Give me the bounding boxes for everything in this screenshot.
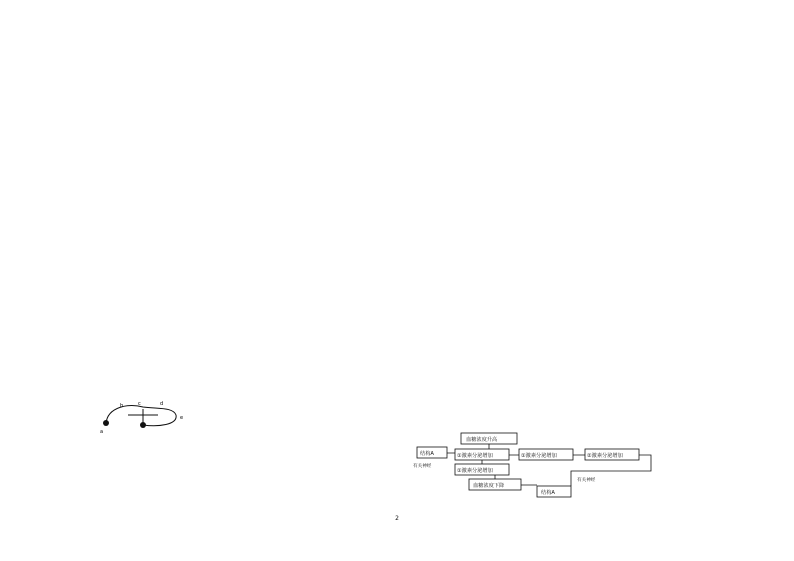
- text-line: [411, 209, 716, 221]
- text-line: [411, 371, 716, 383]
- text-line: [88, 198, 393, 210]
- text-line: [411, 93, 716, 105]
- text-line: [88, 460, 393, 472]
- right-question-block-2: [411, 501, 716, 513]
- text-line: [88, 448, 393, 460]
- text-mid-left: ①激素分泌增加: [457, 453, 493, 460]
- text-line: [411, 244, 716, 256]
- text-line: [411, 406, 716, 418]
- text-line: [88, 471, 393, 483]
- text-line: [88, 371, 393, 383]
- text-line: [88, 128, 393, 140]
- text-line: [411, 290, 716, 302]
- left-question-block-2: [88, 437, 393, 483]
- text-line: [411, 186, 716, 198]
- text-line: [88, 383, 393, 395]
- left-column: [88, 70, 393, 483]
- text-line: [411, 418, 716, 430]
- text-line: [411, 82, 716, 94]
- text-line: [88, 437, 393, 449]
- text-line: [411, 116, 716, 128]
- label-c: c: [138, 400, 141, 407]
- text-line: [88, 360, 393, 372]
- text-line: [88, 313, 393, 325]
- text-line: [411, 501, 716, 513]
- text-line: [88, 140, 393, 152]
- blood-sugar-regulation-diagram: [411, 431, 711, 501]
- text-line: [411, 337, 716, 349]
- text-line: [88, 116, 393, 128]
- text-line: [411, 313, 716, 325]
- text-line: [88, 70, 393, 82]
- text-top: 血糖浓度升高: [466, 437, 498, 444]
- text-line: [88, 337, 393, 349]
- label-a: a: [100, 428, 104, 435]
- text-line: [88, 325, 393, 337]
- text-line: [88, 267, 393, 279]
- text-line: [88, 290, 393, 302]
- text-line: [411, 140, 716, 152]
- label-b: b: [120, 402, 124, 409]
- text-line: [411, 151, 716, 163]
- text-line: [411, 302, 716, 314]
- text-line: [411, 325, 716, 337]
- text-line: [411, 256, 716, 268]
- text-line: [88, 232, 393, 244]
- text-line: [411, 221, 716, 233]
- text-line: [88, 82, 393, 94]
- reflex-arc-figure: [98, 397, 188, 435]
- text-line: [88, 256, 393, 268]
- label-d: d: [160, 400, 164, 407]
- text-line: [411, 267, 716, 279]
- text-line: [88, 93, 393, 105]
- text-left-side: 有关神经: [413, 464, 432, 470]
- text-line: [411, 279, 716, 291]
- text-line: [88, 163, 393, 175]
- effector-dot: [140, 422, 146, 428]
- text-lower-left: ①激素分泌增加: [457, 468, 493, 475]
- text-lower: 血糖浓度下降: [473, 483, 505, 490]
- receptor-dot: [103, 420, 109, 426]
- label-e: e: [180, 414, 184, 421]
- text-line: [88, 221, 393, 233]
- text-line: [88, 348, 393, 360]
- text-line: [411, 163, 716, 175]
- text-line: [88, 302, 393, 314]
- text-line: [411, 360, 716, 372]
- text-line: [411, 383, 716, 395]
- right-question-block: [411, 70, 716, 429]
- text-line: [411, 232, 716, 244]
- text-line: [88, 186, 393, 198]
- reflex-arc-inner: [128, 409, 158, 423]
- text-bottom-right: 结构A: [541, 490, 555, 497]
- text-line: [88, 279, 393, 291]
- left-question-block: [88, 70, 393, 395]
- text-left: 结构A: [420, 451, 434, 458]
- right-column: [411, 70, 716, 513]
- text-line: [411, 105, 716, 117]
- text-right: ②激素分泌增加: [587, 453, 623, 460]
- reflex-arc-path: [106, 402, 176, 425]
- text-mid: ①激素分泌增加: [521, 453, 557, 460]
- text-line: [88, 209, 393, 221]
- text-line: [88, 151, 393, 163]
- text-line: [411, 198, 716, 210]
- text-line: [411, 174, 716, 186]
- text-line: [88, 244, 393, 256]
- page-number: 2: [395, 515, 399, 522]
- text-line: [411, 70, 716, 82]
- text-line: [88, 105, 393, 117]
- text-line: [411, 348, 716, 360]
- diagram-arrows: [447, 444, 651, 486]
- text-line: [411, 128, 716, 140]
- text-right-side: 有关神经: [577, 478, 596, 484]
- text-line: [411, 395, 716, 407]
- text-line: [88, 174, 393, 186]
